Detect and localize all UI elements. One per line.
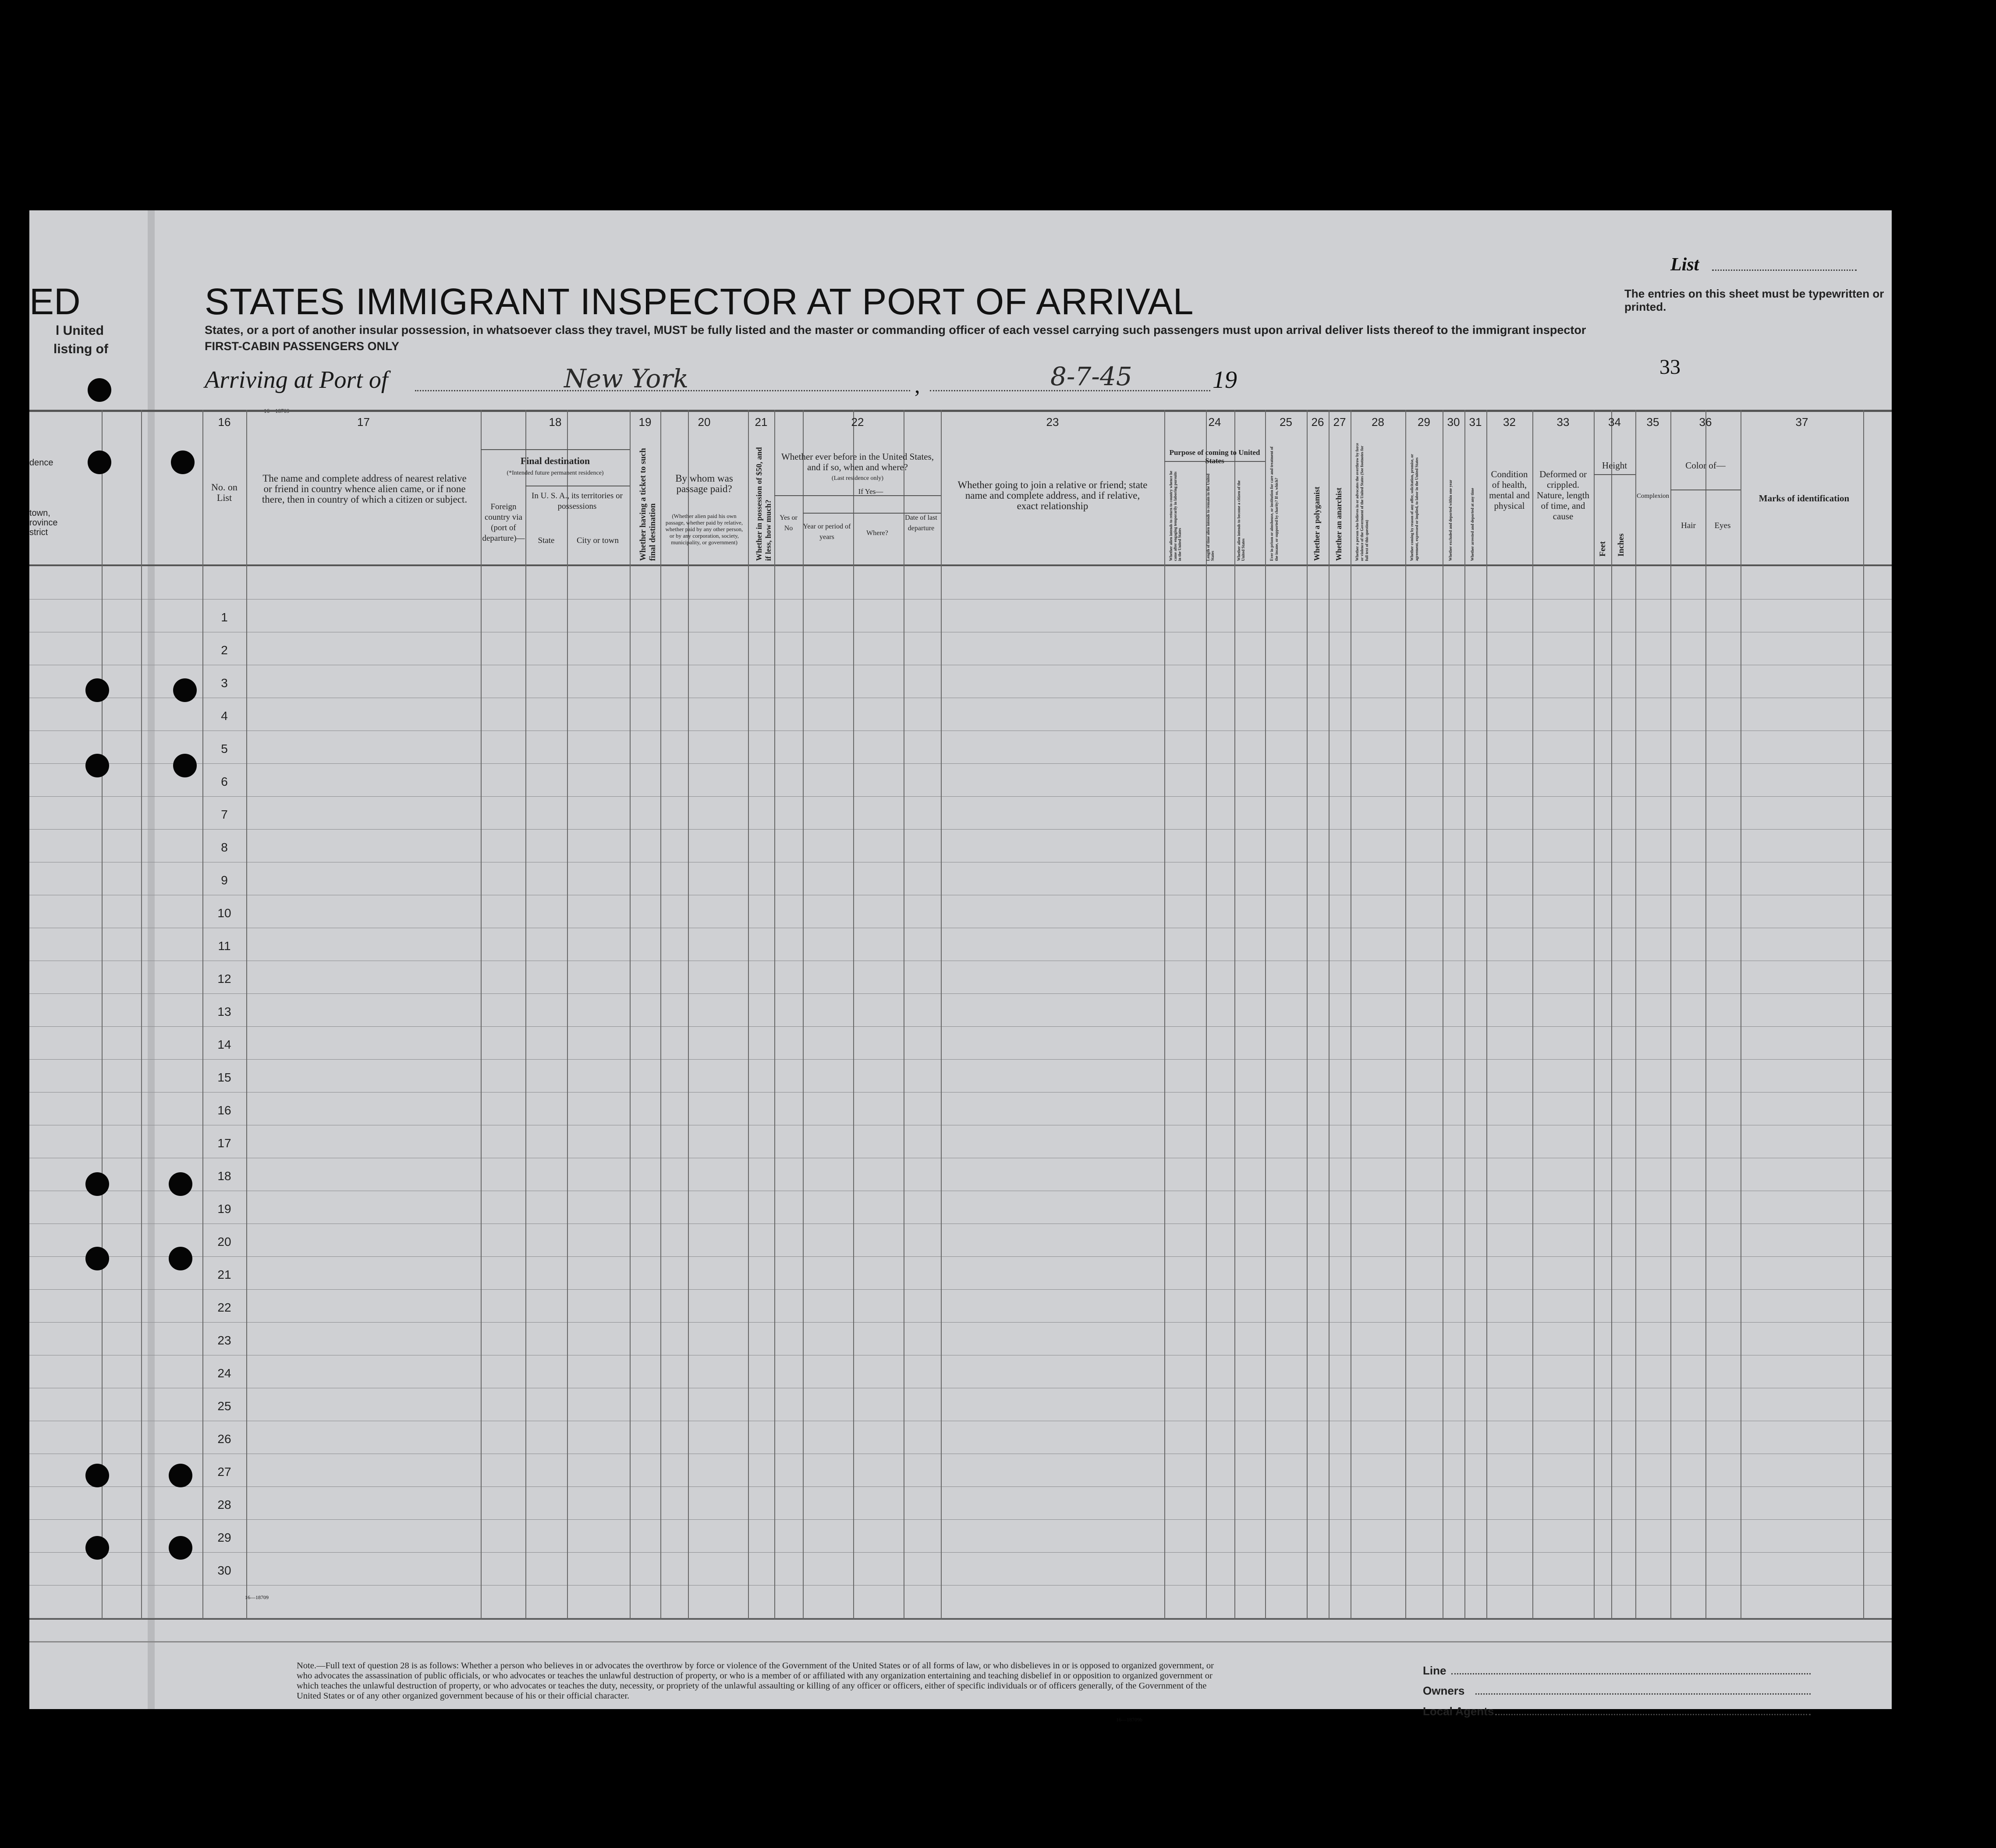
row-number: 4 (221, 709, 228, 723)
header-feet: Feet (1598, 541, 1607, 557)
col-num-19: 19 (638, 415, 652, 429)
row-number: 18 (217, 1169, 231, 1183)
row-number: 17 (217, 1136, 231, 1150)
page-title: STATES IMMIGRANT INSPECTOR AT PORT OF ARRIVAL (205, 281, 1194, 322)
column-line (102, 410, 103, 1619)
row-number: 2 (221, 643, 228, 657)
column-line (941, 410, 942, 1619)
header-height: Height (1602, 460, 1627, 471)
list-label: List (1670, 255, 1699, 275)
row-number: 26 (217, 1432, 231, 1446)
row-number: 6 (221, 775, 228, 789)
left-col-fragment-2c: strict (29, 528, 48, 537)
punch-hole (85, 754, 109, 777)
column-line (1234, 410, 1235, 1619)
column-line (525, 410, 526, 1619)
punch-hole (173, 678, 197, 702)
header-yes-no: Yes or No (780, 514, 798, 532)
punch-hole (85, 1172, 109, 1196)
header-passage-paid-sub: (Whether alien paid his own passage, whether paid by relative, whether paid by any other person, or by any corporation, society, municipality, or government) (665, 513, 743, 546)
punch-hole (169, 1464, 192, 1487)
left-col-fragment-2b: rovince (29, 518, 58, 528)
row-line (29, 1486, 1892, 1487)
row-number: 5 (221, 742, 228, 756)
column-line (1206, 410, 1207, 1619)
header-where: Where? (866, 529, 888, 537)
col-num-28: 28 (1372, 415, 1384, 429)
header-deformed: Deformed or crippled. Nature, length of time, and cause (1536, 469, 1590, 521)
col-num-32: 32 (1503, 415, 1516, 429)
header-bottom-border (29, 564, 1892, 566)
header-state: State (538, 536, 555, 545)
column-line (748, 410, 749, 1619)
punch-hole (171, 450, 195, 474)
header-fifty-dollars: Whether in possession of $50, and if less, how much? (755, 447, 773, 561)
column-line (1464, 410, 1465, 1619)
row-line (29, 1289, 1892, 1290)
header-purpose-citizen: Whether alien intends to become a citizen of the United States (1237, 480, 1245, 561)
punch-hole (85, 1247, 109, 1270)
row-number: 7 (221, 808, 228, 822)
row-line (29, 1519, 1892, 1520)
header-joining-relative: Whether going to join a relative or friend; state name and complete address, and if relative, exact relationship (957, 479, 1148, 511)
form-code-bottom: 16—18709 (245, 1594, 269, 1600)
header-complexion: Complexion (1637, 493, 1670, 500)
header-arrested: Whether arrested and deported at any time (1470, 488, 1475, 561)
header-passage-paid: By whom was passage paid? (675, 473, 733, 494)
subheader-line (481, 449, 630, 450)
owners-field (1475, 1693, 1811, 1695)
line-field (1451, 1673, 1811, 1674)
footnote-q28: Note.—Full text of question 28 is as follows: Whether a person who believes in or advocates the overthrow by force or violence of the Government of the United States or of all forms of law, or who disbelieves in or is opposed to organized government, or who advocates the assassination of public officials, or who advocates or teaches the unlawful destruction of property, or who is a member of or affiliated with any organization entertaining and teaching disbelief in or opposition to organized government or which teaches the unlawful destruction of property, or who advocates or teaches the duty, necessity, or propriety of the unlawful assaulting or killing of any officer or officers, either of specific individuals or of officers generally, of the Government of the United States or of any other organized government because of his or their official character. (297, 1661, 1214, 1701)
row-number: 19 (217, 1202, 231, 1216)
row-line (29, 829, 1892, 830)
row-number: 21 (217, 1268, 231, 1282)
col-num-20: 20 (698, 415, 711, 429)
column-line (481, 410, 482, 1619)
row-number: 14 (217, 1038, 231, 1052)
row-number: 8 (221, 841, 228, 855)
column-line (688, 410, 689, 1619)
col-num-27: 27 (1333, 415, 1346, 429)
local-agents-field (1495, 1714, 1811, 1715)
local-agents-label: Local Agents (1423, 1705, 1494, 1718)
header-ever-before-sub: (Last residence only) (831, 475, 884, 482)
grid-top-border (29, 410, 1892, 412)
row-number: 23 (217, 1334, 231, 1348)
header-inches: Inches (1617, 533, 1626, 557)
header-overthrow: Whether a person who believes in or advocates the overthrow by force or violence of the Government of the United States (See footnotes for full text of this question) (1355, 443, 1369, 561)
col-num-25: 25 (1280, 415, 1292, 429)
column-line (1863, 410, 1864, 1619)
column-line (246, 410, 247, 1619)
punch-hole (88, 378, 111, 402)
column-line (1265, 410, 1266, 1619)
row-line (29, 763, 1892, 764)
row-number: 15 (217, 1071, 231, 1085)
row-number: 27 (217, 1465, 231, 1479)
row-number: 30 (217, 1564, 231, 1578)
row-line (29, 1256, 1892, 1257)
col-num-35: 35 (1646, 415, 1659, 429)
comma: , (915, 373, 920, 397)
col-num-29: 29 (1418, 415, 1430, 429)
header-color-of: Color of— (1685, 460, 1726, 471)
column-line (1594, 410, 1595, 1619)
row-number: 12 (217, 972, 231, 986)
date-value: 8-7-45 (1050, 362, 1132, 391)
header-hair: Hair (1681, 521, 1696, 530)
header-polygamist: Whether a polygamist (1312, 486, 1321, 561)
row-line (29, 1552, 1892, 1553)
punch-hole (169, 1172, 192, 1196)
punch-hole (169, 1536, 192, 1560)
row-number: 9 (221, 873, 228, 887)
column-line (853, 410, 854, 1619)
left-col-fragment-1: dence (29, 458, 53, 468)
left-fragment-1: l United (56, 323, 104, 338)
row-line (29, 1026, 1892, 1027)
subheader-line (1670, 489, 1741, 490)
column-line (1635, 410, 1636, 1619)
column-line (1307, 410, 1308, 1619)
column-line (1532, 410, 1533, 1619)
instruction-text: States, or a port of another insular possession, in whatsoever class they travel, MUST be fully listed and the master or commanding officer of each vessel carrying such passengers must upon arrival deliver lists thereof to the immigrant inspector (205, 323, 1586, 337)
header-anarchist: Whether an anarchist (1334, 487, 1343, 561)
sheet-fold (148, 210, 155, 1709)
col-num-33: 33 (1556, 415, 1570, 429)
row-line (29, 993, 1892, 994)
column-line (1705, 410, 1706, 1619)
list-line (1712, 270, 1857, 271)
entries-note: The entries on this sheet must be typewritten or printed. (1624, 287, 1884, 313)
header-purpose-return: Whether alien intends to return to country whence he came after engaging temporarily in laboring pursuits in the United States (1169, 471, 1182, 561)
footnote-code: 16—18709b (1116, 1717, 1142, 1723)
header-if-yes: If Yes— (858, 487, 883, 496)
header-ticket: Whether having a ticket to such final destination (638, 448, 657, 561)
col-num-22: 22 (851, 415, 864, 429)
col-num-36: 36 (1699, 415, 1712, 429)
col-num-24: 24 (1208, 415, 1221, 429)
header-prison: Ever in prison or almshouse, or institution for care and treatment of the insane, or supported by charity? If so, which? (1269, 447, 1279, 561)
punch-hole (85, 678, 109, 702)
row-line (29, 1322, 1892, 1323)
col-num-16: 16 (218, 415, 231, 429)
column-line (567, 410, 568, 1619)
column-line (1486, 410, 1487, 1619)
header-last-departure: Date of last departure (905, 514, 937, 532)
header-marks: Marks of identification (1758, 493, 1850, 504)
row-number: 20 (217, 1235, 231, 1249)
col-num-37: 37 (1795, 415, 1808, 429)
column-line (660, 410, 661, 1619)
header-foreign-country: Foreign country via (port of departure)— (482, 502, 525, 543)
row-number: 29 (217, 1531, 231, 1545)
header-excluded: Whether excluded and deported within one year (1448, 479, 1453, 561)
row-number: 24 (217, 1366, 231, 1380)
punch-hole (173, 754, 197, 777)
row-number: 10 (217, 906, 231, 920)
year-prefix: 19 (1212, 366, 1237, 394)
col-num-18: 18 (549, 415, 562, 429)
punch-hole (88, 450, 111, 474)
column-line (202, 410, 203, 1619)
owners-label: Owners (1423, 1684, 1465, 1697)
year-suffix: 33 (1659, 355, 1680, 379)
row-number: 28 (217, 1498, 231, 1512)
column-line (1611, 410, 1612, 1619)
col-num-23: 23 (1046, 415, 1059, 429)
header-nearest-relative: The name and complete address of nearest relative or friend in country whence alien came, or if none there, then in country of which a citizen or subject. (262, 473, 468, 505)
header-purpose: Purpose of coming to United States (1169, 448, 1260, 465)
left-fragment-2: listing of (53, 342, 108, 356)
header-years: Year or period of years (803, 523, 851, 541)
port-value: New York (564, 364, 689, 394)
arriving-label: Arriving at Port of (205, 366, 388, 394)
row-line (29, 1059, 1892, 1060)
column-line (630, 410, 631, 1619)
header-final-destination: Final destination (520, 455, 590, 466)
header-labor-offer: Whether coming by reason of any offer, solicitation, promise, or agreement, expressed or implied, to labor in the United States (1410, 454, 1419, 561)
header-no-on-list: No. on List (211, 482, 238, 503)
footer-top-border (29, 1641, 1892, 1642)
row-number: 11 (218, 939, 231, 953)
column-line (141, 410, 142, 1619)
header-health: Condition of health, mental and physical (1489, 469, 1530, 511)
line-label: Line (1423, 1664, 1446, 1677)
row-line (29, 1585, 1892, 1586)
column-line (1164, 410, 1165, 1619)
header-ever-before: Whether ever before in the United States, and if so, when and where? (781, 451, 934, 472)
left-col-fragment-2 (29, 508, 57, 537)
col-num-31: 31 (1469, 415, 1482, 429)
row-number: 3 (221, 676, 228, 690)
subheader-line (1594, 474, 1635, 475)
col-num-30: 30 (1447, 415, 1460, 429)
row-number: 25 (217, 1399, 231, 1413)
row-number: 22 (217, 1301, 231, 1315)
punch-hole (85, 1536, 109, 1560)
punch-hole (169, 1247, 192, 1270)
column-line (1405, 410, 1406, 1619)
col-num-21: 21 (755, 415, 768, 429)
col-num-26: 26 (1311, 415, 1324, 429)
header-eyes: Eyes (1714, 521, 1731, 530)
header-usa: In U. S. A., its territories or possessions (532, 491, 623, 511)
col-num-34: 34 (1608, 415, 1621, 429)
col-num-17: 17 (357, 415, 370, 429)
column-line (1670, 410, 1671, 1619)
class-line: FIRST-CABIN PASSENGERS ONLY (205, 340, 400, 353)
column-line (803, 410, 804, 1619)
header-final-destination-sub: (*Intended future permanent residence) (507, 470, 604, 476)
header-city: City or town (576, 536, 619, 545)
column-line (774, 410, 775, 1619)
row-number: 1 (221, 610, 228, 624)
left-title-fragment: ED (29, 281, 81, 322)
row-line (29, 796, 1892, 797)
row-number: 16 (217, 1103, 231, 1117)
left-col-fragment-2a: town, (29, 508, 50, 518)
row-number: 13 (217, 1005, 231, 1019)
punch-hole (85, 1464, 109, 1487)
header-purpose-length: Length of time alien intends to remain in the United States (1206, 473, 1215, 561)
manifest-sheet (29, 210, 1892, 1723)
